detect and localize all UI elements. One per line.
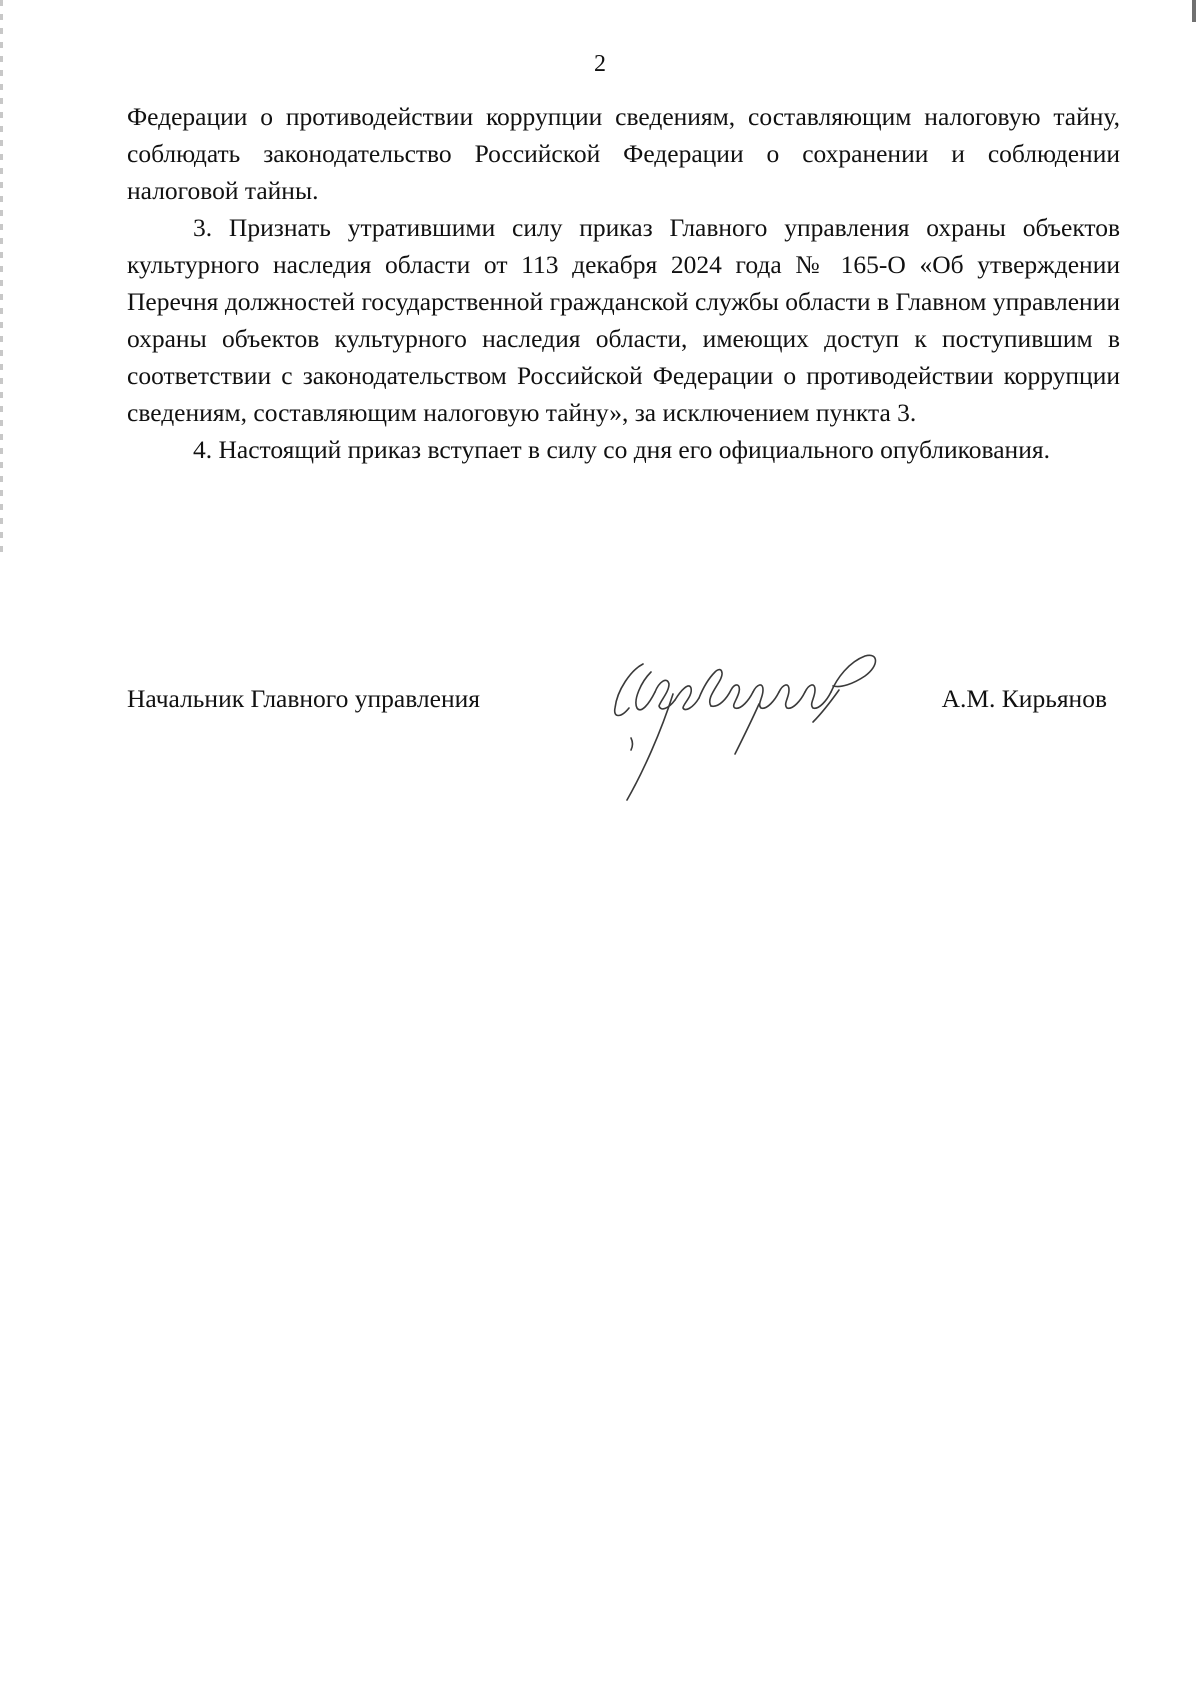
- scan-corner-artifact: [1192, 0, 1196, 22]
- document-body: [127, 98, 1120, 468]
- handwritten-signature: [603, 642, 903, 812]
- paragraph-item-4: 4. Настоящий приказ вступает в силу со дня его официального опубликования.: [193, 435, 1050, 464]
- paragraph-item-3: 3. Признать утратившими силу приказ Главного управления охраны объектов культурного наследия области от 113 декабря 2024 года № 165-О «Об утверждении Перечня должностей государственной гражданской службы области в Главном управлении охраны объектов культурного наследия области, имеющих доступ к поступившим в соответствии с законодательством Российской Федерации о противодействии коррупции сведениям, составляющим налоговую тайну», за исключением пункта 3.: [127, 213, 1120, 427]
- signer-title: Начальник Главного управления: [127, 684, 480, 713]
- paragraph-continuation: Федерации о противодействии коррупции сведениям, составляющим налоговую тайну, соблюдать законодательство Российской Федерации о сохранении и соблюдении налоговой тайны.: [127, 102, 1120, 205]
- signer-name: А.М. Кирьянов: [941, 684, 1107, 713]
- signature-block: [127, 650, 1120, 810]
- page-number: 2: [594, 51, 606, 77]
- scan-edge-artifact: [0, 0, 3, 560]
